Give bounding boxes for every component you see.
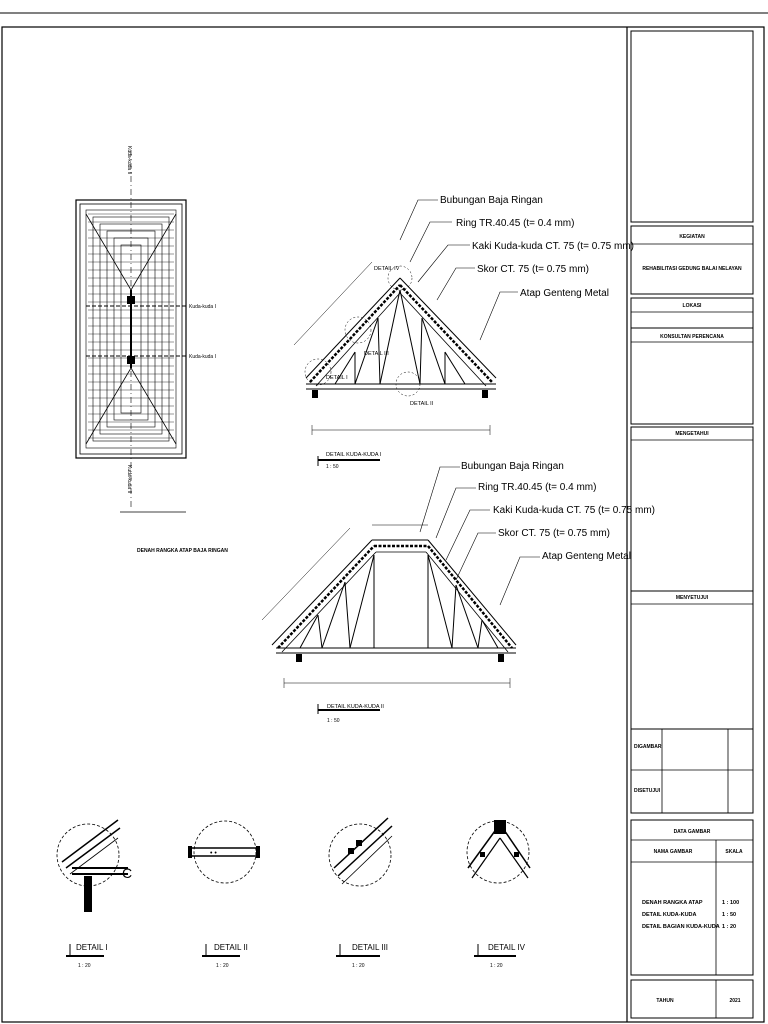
- detail-iii-scale: 1 : 20: [352, 963, 365, 969]
- leader-line: [410, 222, 452, 262]
- kuda-kuda-i-label-2: Kuda-kuda I: [189, 354, 216, 360]
- rafter-inner-right: [400, 293, 486, 386]
- leader-line: [436, 488, 476, 538]
- detail-i: [57, 820, 132, 969]
- kuda-kuda-i-label-1: Kuda-kuda I: [189, 304, 216, 310]
- roof-plan: [76, 146, 228, 554]
- truss-1-label: Bubungan Baja Ringan: [440, 195, 543, 206]
- kegiatan-label: KEGIATAN: [679, 234, 705, 240]
- konsultan-label: KONSULTAN PERENCANA: [660, 334, 724, 340]
- truss-node: [127, 356, 135, 364]
- detail-ii: [188, 821, 260, 969]
- truss-2-label: Bubungan Baja Ringan: [461, 461, 564, 472]
- drawing-name: DETAIL BAGIAN KUDA-KUDA: [642, 924, 720, 930]
- leader-line: [400, 200, 438, 240]
- truss-2-label: Atap Genteng Metal: [542, 551, 631, 562]
- detail-tag: DETAIL IV: [374, 266, 400, 272]
- leader-line: [418, 245, 470, 282]
- detail-tag: DETAIL II: [410, 401, 434, 407]
- drawing-name: DENAH RANGKA ATAP: [642, 900, 703, 906]
- detail-iii: [329, 818, 392, 969]
- leader-line: [500, 557, 540, 605]
- truss-node: [127, 296, 135, 304]
- detail-i-scale: 1 : 20: [78, 963, 91, 969]
- nama-gambar-label: NAMA GAMBAR: [653, 849, 693, 855]
- roof-top-right: [428, 540, 516, 645]
- roof-top-left: [272, 540, 372, 645]
- rafter-right: [400, 285, 492, 382]
- support-left: [296, 654, 302, 662]
- truss-1-webs: [335, 290, 465, 384]
- support-right: [498, 654, 504, 662]
- rafter-dimension: [294, 262, 372, 345]
- mengetahui-label: MENGETAHUI: [675, 431, 709, 437]
- detail-iv-caption: DETAIL IV: [488, 943, 525, 952]
- leader-line: [420, 467, 460, 532]
- drawing-scale: 1 : 20: [722, 924, 737, 930]
- rafter-left: [278, 546, 374, 648]
- rafter-right: [428, 546, 512, 648]
- truss-1-label: Ring TR.40.45 (t= 0.4 mm): [456, 218, 575, 229]
- truss-2-label: Skor CT. 75 (t= 0.75 mm): [498, 528, 610, 539]
- detail-ii-caption: DETAIL II: [214, 943, 248, 952]
- detail-tag: DETAIL III: [364, 351, 389, 357]
- truss-1-elevation: [294, 195, 634, 470]
- leader-line: [446, 510, 490, 560]
- rafter-inner-right: [426, 552, 508, 652]
- detail-iii-caption: DETAIL III: [352, 943, 389, 952]
- roof-top-right: [400, 278, 496, 378]
- data-gambar-label: DATA GAMBAR: [673, 829, 711, 835]
- detail-i-caption: DETAIL I: [76, 943, 108, 952]
- title-block: [627, 27, 753, 1022]
- detail-iv: [467, 820, 530, 969]
- leader-line: [456, 533, 496, 580]
- truss-2-label: Kaki Kuda-kuda CT. 75 (t= 0.75 mm): [493, 505, 656, 516]
- roof-top-left: [306, 278, 400, 378]
- rafter-inner-left: [316, 293, 400, 386]
- detail-i-circle: [305, 359, 331, 385]
- truss-1-label: Atap Genteng Metal: [520, 288, 609, 299]
- truss-1-label: Kaki Kuda-kuda CT. 75 (t= 0.75 mm): [472, 241, 635, 252]
- drawing-name: DETAIL KUDA-KUDA: [642, 912, 697, 918]
- truss-2-scale: 1 : 50: [327, 718, 340, 724]
- kuda-kuda-ii-label-bottom: Kuda-kuda II: [126, 465, 132, 494]
- detail-iv-scale: 1 : 20: [490, 963, 503, 969]
- lokasi-label: LOKASI: [682, 303, 702, 309]
- svg-text:C: C: [122, 865, 133, 881]
- disetujui-label: DISETUJUI: [634, 788, 661, 794]
- leader-line: [437, 268, 475, 300]
- support-right: [482, 390, 488, 398]
- kegiatan-value: REHABILITASI GEDUNG BALAI NELAYAN: [642, 266, 742, 272]
- kuda-kuda-ii-label-top: Kuda-kuda II: [126, 146, 132, 175]
- plan-title: DENAH RANGKA ATAP BAJA RINGAN: [137, 548, 228, 554]
- tahun-label: TAHUN: [656, 998, 674, 1004]
- support-left: [312, 390, 318, 398]
- skala-label: SKALA: [725, 849, 743, 855]
- digambar-label: DIGAMBAR: [634, 744, 662, 750]
- tahun-value: 2021: [729, 998, 741, 1004]
- detail-tag: DETAIL I: [326, 375, 348, 381]
- menyetujui-label: MENYETUJUI: [675, 595, 709, 601]
- sheet-border: [2, 27, 764, 1022]
- svg-text:• •: • •: [210, 850, 217, 857]
- truss-2-caption: DETAIL KUDA-KUDA II: [327, 704, 384, 710]
- truss-2-elevation: [262, 461, 655, 724]
- truss-1-caption: DETAIL KUDA-KUDA I: [326, 452, 382, 458]
- truss-1-label: Skor CT. 75 (t= 0.75 mm): [477, 264, 589, 275]
- truss-2-label: Ring TR.40.45 (t= 0.4 mm): [478, 482, 597, 493]
- leader-line: [480, 292, 518, 340]
- drawing-scale: 1 : 50: [722, 912, 737, 918]
- truss-1-scale: 1 : 50: [326, 464, 339, 470]
- detail-ii-scale: 1 : 20: [216, 963, 229, 969]
- drawing-scale: 1 : 100: [722, 900, 740, 906]
